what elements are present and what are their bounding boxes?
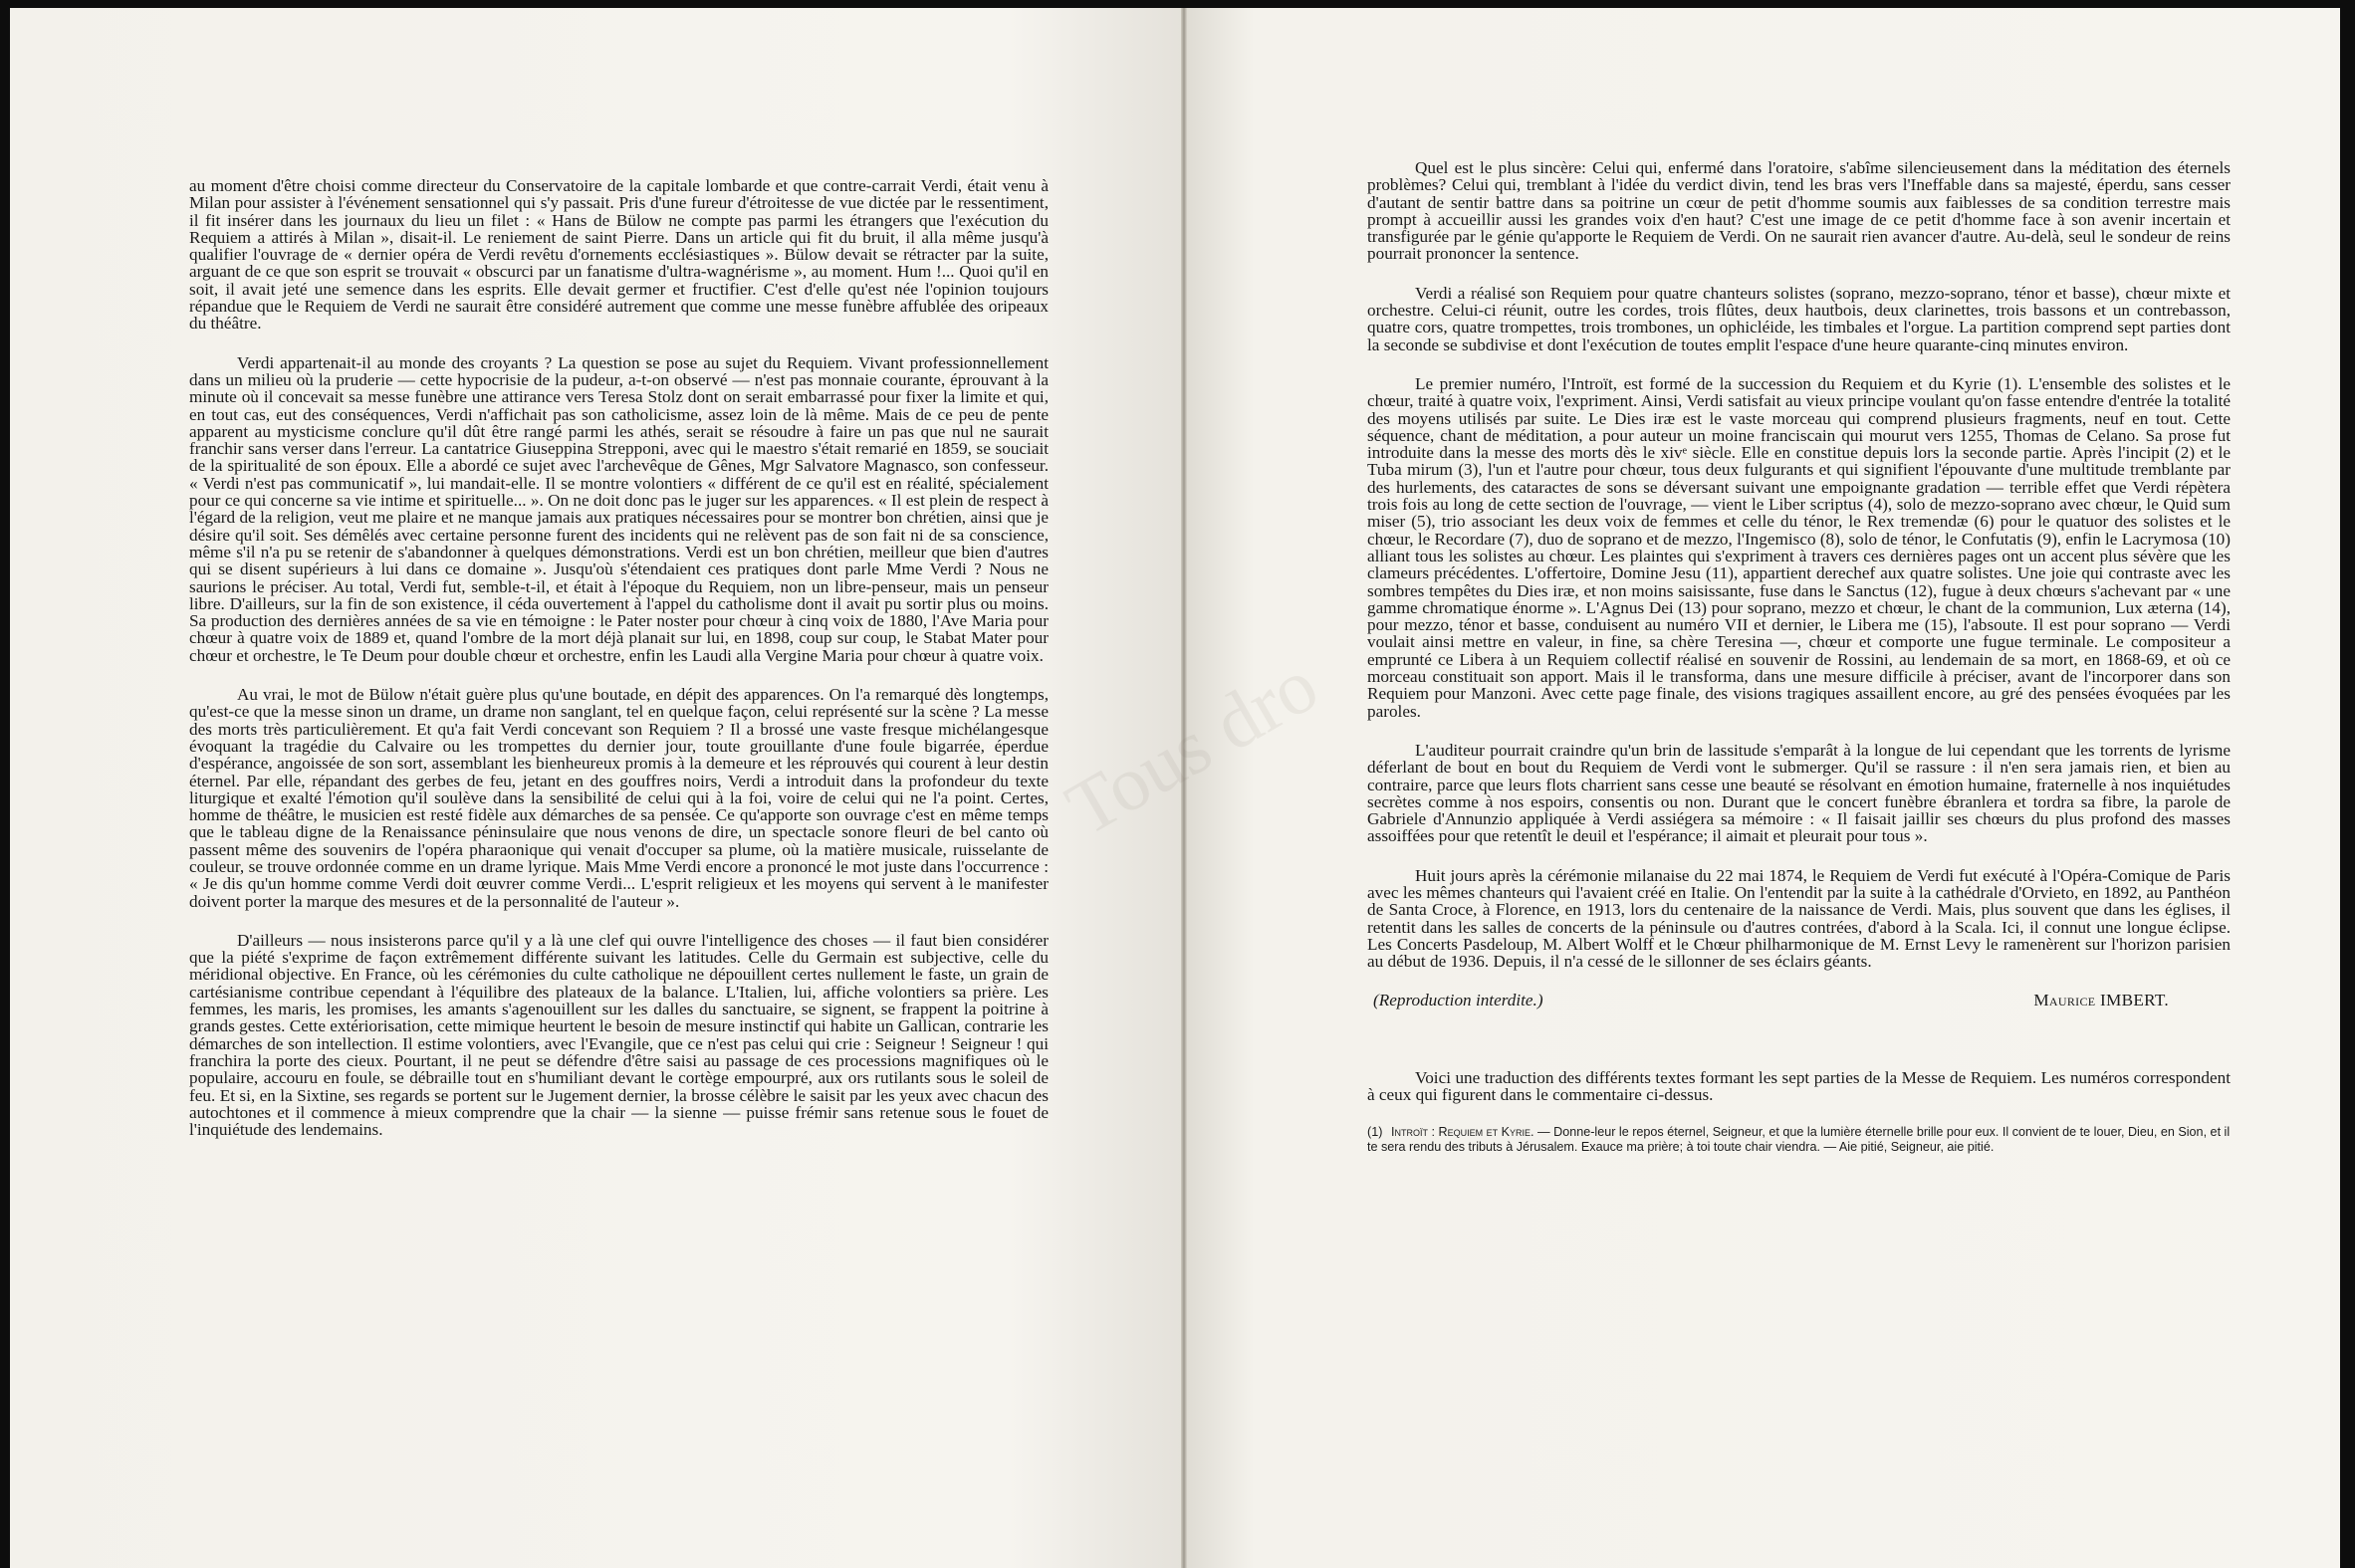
scan-border-right bbox=[2340, 0, 2355, 1568]
paragraph: Huit jours après la cérémonie milanaise du 22 mai 1874, le Requiem de Verdi fut exécuté à l'Opéra-Comique de Paris avec les mêmes chanteurs qui l'avaient créé en Italie. On l'entendit par la suite à la cathédrale d'Orvieto, en 1892, au Panthéon de Santa Croce, à Florence, en 1913, lors du centenaire de la naissance de Verdi. Mais, plus souvent que dans les églises, il retentit dans les salles de concerts de la péninsule ou d'autres contrées, d'abord à la Scala. Ici, il connut une longue éclipse. Les Concerts Pasdeloup, M. Albert Wolff et le Chœur philharmonique de M. Ernst Levy le ramenèrent sur l'horizon parisien au début de 1936. Depuis, il n'a cessé de le sillonner de ses éclairs géants. bbox=[1367, 865, 2231, 972]
footnote bbox=[1367, 1125, 2231, 1154]
left-column bbox=[189, 177, 1049, 1160]
right-column bbox=[1367, 159, 2231, 1154]
scan-border-top bbox=[0, 0, 2355, 8]
book-gutter bbox=[1181, 8, 1187, 1568]
author-signature: Maurice IMBERT. bbox=[2033, 991, 2169, 1010]
signature-line bbox=[1367, 992, 2231, 1008]
scan-border-left bbox=[0, 0, 10, 1568]
reproduction-notice: (Reproduction interdite.) bbox=[1373, 991, 1543, 1010]
footnote-text: — Donne-leur le repos éternel, Seigneur, et que la lumière éternelle brille pour eux. Il convient de te louer, Dieu, en Sion, et il te sera rendu des tributs à Jérusalem. Exauce ma prière; à toi toute chair viendra. — Aie pitié, Seigneur, aie pitié. bbox=[1367, 1125, 2231, 1154]
paragraph: Au vrai, le mot de Bülow n'était guère plus qu'une boutade, en dépit des apparences. On l'a remarqué dès longtemps, qu'est-ce que la messe sinon un drame, un drame non sanglant, tel en quelque façon, celui représenté sur la scène ? La messe des morts très particulièrement. Et qu'a fait Verdi concevant son Requiem ? Il a brossé une vaste fresque michélangesque évoquant la tragédie du Calvaire ou les trompettes du dernier jour, toute grouillante d'une foule bigarrée, éperdue d'espérance, angoissée de son sort, assemblant les bienheureux promis à la demeure et les réprouvés qui courent à leur destin éternel. Par elle, répandant des gerbes de feu, jetant en des gouffres noirs, Verdi a introduit dans la profondeur du texte liturgique et exalté l'émotion qu'il soulève dans la sensibilité de celui qui à la foi, voire de celui qui ne l'a point. Certes, homme de théâtre, le musicien est resté fidèle aux démarches de sa pensée. Ce qu'apporte son ouvrage c'est en même temps que le tableau digne de la Renaissance péninsulaire que nous venons de dire, un spectacle sonore fleuri de bel canto où passent même des souvenirs de l'opéra pharaonique qui venait d'occuper sa plume, où la matière musicale, ruisselante de couleur, se trouve ordonnée comme en un drame lyrique. Mais Mme Verdi encore a prononcé le mot juste dans l'occurrence : « Je dis qu'un homme comme Verdi doit œuvrer comme Verdi... L'esprit religieux et les moyens qui servent à le manifester doivent porter la marque des mesures et de la personnalité de l'auteur ». bbox=[189, 685, 1049, 911]
paragraph: au moment d'être choisi comme directeur du Conservatoire de la capitale lombarde et que contre-carrait Verdi, était venu à Milan pour assister à l'événement sensationnel qui s'y passait. Pris d'une fureur d'étroitesse de vue dictée par le ressentiment, il fit insérer dans les journaux du lieu un filet : « Hans de Bülow ne compte pas parmi les étrangers que l'exécution du Requiem a attirés à Milan », disait-il. Le reniement de saint Pierre. Dans un article qui fit du bruit, il alla même jusqu'à qualifier l'ouvrage de « dernier opéra de Verdi revêtu d'ornements ecclésiastiques ». Bülow devait se rétracter par la suite, arguant de ce que son esprit se trouvait « obscurci par un fanatisme d'ultra-wagnérisme », au moment. Hum !... Quoi qu'il en soit, il avait jeté une semence dans les esprits. Elle devait germer et fructifier. C'est d'elle qu'est née l'opinion toujours répandue que le Requiem de Verdi ne saurait être considéré autrement que comme une messe funèbre affublée des oripeaux du théâtre. bbox=[189, 176, 1049, 334]
paragraph: Quel est le plus sincère: Celui qui, enfermé dans l'oratoire, s'abîme silencieusement dans la méditation des éternels problèmes? Celui qui, tremblant à l'idée du verdict divin, tend les bras vers l'Ineffable dans sa majesté, éperdu, sans cesser d'autant de sentir battre dans sa poitrine un cœur de petit d'homme soumis aux faiblesses de sa condition terrestre mais prompt à accueillir aussi les grandes voix d'en haut? C'est une image de ce petit d'homme face à son avenir incertain et transfigurée par le génie qu'apporte le Requiem de Verdi. On ne saurait rien avancer d'autre. Au-delà, seul le sondeur de reins pourrait prononcer la sentence. bbox=[1367, 158, 2231, 264]
paragraph: Le premier numéro, l'Introït, est formé de la succession du Requiem et du Kyrie (1). L'ensemble des solistes et le chœur, traité à quatre voix, l'expriment. Ainsi, Verdi satisfait au vieux principe voulant qu'on fasse entendre d'entrée la totalité des moyens utilisés par suite. Le Dies iræ est le vaste morceau qui comprend plusieurs fragments, neuf en tout. Cette séquence, chant de méditation, a pour auteur un moine franciscain qui mourut vers 1255, Thomas de Celano. Sa prose fut introduite dans la messe des morts dès le xivᵉ siècle. Elle en constitue depuis lors la seconde partie. Après l'incipit (2) et le Tuba mirum (3), l'un et l'autre pour chœur, tous deux fulgurants et qui signifient l'épouvante d'une multitude tremblante par des hurlements, des cataractes de sons se déversant suivant une empoignante gradation — terrible effet que Verdi répètera trois fois au long de cette section de l'ouvrage, — vient le Liber scriptus (4), solo de mezzo-soprano avec chœur, le Quid sum miser (5), trio associant les deux voix de femmes et celle du ténor, le Rex tremendæ (6) pour le quatuor des solistes et le chœur, le Recordare (7), duo de soprano et de mezzo, l'Ingemisco (8), solo de ténor, le Confutatis (9), enfin le Lacrymosa (10) alliant tous les solistes au chœur. Les plaintes qui s'expriment à travers ces dernières pages ont un accent plus sévère que les clameurs précédentes. L'offertoire, Domine Jesu (11), appartient derechef aux quatre solistes. Une joie qui contraste avec les sombres tempêtes du Dies iræ, et non moins saisissante, fuse dans le Sanctus (12), fugue à deux chœurs s'achevant par « une gamme chromatique énorme ». L'Agnus Dei (13) pour soprano, mezzo et chœur, le chant de la communion, Lux æterna (14), pour mezzo, ténor et basse, conduisent au numéro VII et dernier, le Libera me (15), l'absoute. Il est pour soprano — Verdi voulait ainsi mettre en valeur, in fine, sa chère Teresina —, chœur et comporte une fugue terminale. Le compositeur a emprunté ce Libera à un Requiem collectif réalisé en souvenir de Rossini, au lendemain de sa mort, en 1868-69, et où ce morceau constituait son apport. Mais il le transforma, dans une mesure difficile à préciser, avant de l'incorporer dans son Requiem pour Manzoni. Avec cette page finale, des visions tragiques assaillent encore, au gré des pensées évoquées par les paroles. bbox=[1367, 373, 2232, 721]
footnote-label: Introït : Requiem et Kyrie. bbox=[1391, 1125, 1534, 1140]
paragraph: L'auditeur pourrait craindre qu'un brin de lassitude s'emparât à la longue de lui cependant que les torrents de lyrisme déferlant de bout en bout du Requiem de Verdi vont le submerger. Qu'il se rassure : il n'en sera jamais rien, et bien au contraire, parce que leurs flots charrient sans cesse une beauté se résolvant en émotion humaine, fraternelle à nos inquiétudes secrètes comme à nos espoirs, consentis ou non. Durant que le concert funèbre ébranlera et tordra sa fibre, la parole de Gabriele d'Annunzio appliquée à Verdi assiégera sa mémoire : « Il faisait jaillir ses chœurs du plus profond des masses assoiffées pour que retentît le deuil et l'espérance; il aimait et pleurait pour tous ». bbox=[1367, 740, 2231, 846]
paragraph: D'ailleurs — nous insisterons parce qu'il y a là une clef qui ouvre l'intelligence des choses — il faut bien considérer que la piété s'exprime de façon extrêmement différente suivant les latitudes. Celle du Germain est subjective, celle du méridional objective. En France, où les cérémonies du culte catholique ne dépouillent certes nullement le faste, un grain de cartésianisme contribue cependant à l'équilibre des plateaux de la balance. L'Italien, lui, affiche volontiers sa prière. Les femmes, les maris, les promises, les amants s'agenouillent sur les dalles du sanctuaire, se signent, se frappent la poitrine à grands gestes. Cette extériorisation, cette mimique heurtent le besoin de mesure instinctif qui habite un Gallican, contrarie les démarches de son intellection. Il estime volontiers, avec l'Evangile, que ce n'est pas celui qui crie : Seigneur ! Seigneur ! qui franchira la porte des cieux. Pourtant, il ne peut se défendre d'être saisi au passage de ces processions magnifiques où le populaire, accouru en foule, se débraille tout en s'humiliant devant le cortège empourpré, aux ors rutilants sous le soleil de feu. Et si, en la Sixtine, ses regards se portent sur le Jugement dernier, la brosse célèbre le saisit par les yeux avec chacun des autochtones et il commence à mieux comprendre que la chair — la sienne — puisse frémir sans retenue sous le fouet de l'inquiétude des lendemains. bbox=[189, 930, 1049, 1140]
footnote-number: (1) bbox=[1367, 1125, 1383, 1140]
paragraph: Verdi appartenait-il au monde des croyants ? La question se pose au sujet du Requiem. Vivant professionnellement dans un milieu où la pruderie — cette hypocrisie de la pudeur, a-t-on observé — n'est pas monnaie courante, éprouvant à la minute où il concevait sa messe funèbre une attirance vers Teresa Stolz dont on serait embarrassé pour fixer la limite et qui, en tout cas, eut des conséquences, Verdi n'affichait pas son catholicisme, assez loin de là même. Mais de ce peu de pente apparent au mysticisme conclure qu'il dût être rangé parmi les athés, serait se résoudre à faire un pas que nul ne saurait franchir sans verser dans l'erreur. La cantatrice Giuseppina Strepponi, avec qui le maestro s'était remarié en 1859, se souciait de la spiritualité de son époux. Elle a abordé ce sujet avec l'archevêque de Gênes, Mgr Salvatore Magnasco, son confesseur. « Verdi n'est pas communicatif », lui mandait-elle. Il se montre volontiers « différent de ce qu'il est en réalité, spécialement pour ce qui concerne sa vie intime et spirituelle... ». On ne doit donc pas le juger sur les apparences. « Il est plein de respect à l'égard de la religion, veut me plaire et ne manque jamais aux pratiques nécessaires pour se montrer bon chrétien, ainsi que je désire qu'il soit. Ses démêlés avec certaine personne furent des incidents qui ne relèvent pas de son fait ni de sa conscience, même s'il n'a pu se retenir de s'abandonner à quelques démonstrations. Verdi est un bon chrétien, meilleur que bien d'autres qui se disent supérieurs à lui dans ce domaine ». Jusqu'où s'étendaient ces pratiques dont parle Mme Verdi ? Nous ne saurions le préciser. Au total, Verdi fut, semble-t-il, et était à l'époque du Requiem, non un libre-penseur, mais un penseur libre. D'ailleurs, sur la fin de son existence, il céda ouvertement à l'appel du catholisme dont il avait pu sortir plus ou moins. Sa production des dernières années de sa vie en témoigne : le Pater noster pour chœur à cinq voix de 1880, l'Ave Maria pour chœur à quatre voix de 1889 et, quand l'ombre de la mort déjà planait sur lui, en 1898, coup sur coup, le Stabat Mater pour chœur et orchestre, le Te Deum pour double chœur et orchestre, enfin les Laudi alla Vergine Maria pour chœur à quatre voix. bbox=[189, 352, 1049, 665]
paragraph: Verdi a réalisé son Requiem pour quatre chanteurs solistes (soprano, mezzo-soprano, ténor et basse), chœur mixte et orchestre. Celui-ci réunit, outre les cordes, trois flûtes, deux hautbois, deux clarinettes, trois bassons et un contrebasson, quatre cors, quatre trompettes, trois trombones, un ophicléide, les timbales et l'orgue. La partition comprend sept parties dont la seconde se subdivise et dont l'exécution de toutes emplit l'espace d'une heure quarante-cinq minutes environ. bbox=[1367, 283, 2231, 354]
translation-intro: Voici une traduction des différents textes formant les sept parties de la Messe de Requiem. Les numéros correspondent à ceux qui figurent dans le commentaire ci-dessus. bbox=[1367, 1067, 2231, 1105]
